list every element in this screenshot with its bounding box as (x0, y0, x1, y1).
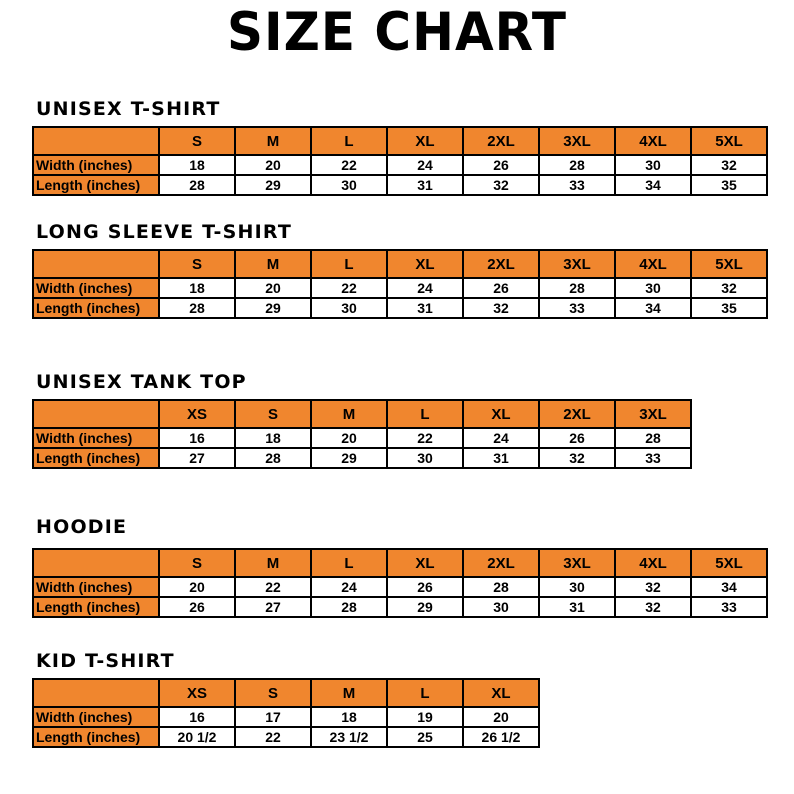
size-header-cell: 5XL (691, 250, 767, 278)
size-header-cell: M (235, 250, 311, 278)
corner-cell (33, 250, 159, 278)
width-cell: 30 (615, 155, 691, 175)
length-cell: 32 (615, 597, 691, 617)
size-header-cell: 2XL (463, 250, 539, 278)
length-cell: 34 (615, 175, 691, 195)
length-cell: 31 (387, 298, 463, 318)
size-header-cell: XL (387, 127, 463, 155)
width-cell: 20 (235, 155, 311, 175)
width-cell: 20 (235, 278, 311, 298)
size-header-cell: L (387, 679, 463, 707)
corner-cell (33, 679, 159, 707)
section-title-unisex-tank-top: UNISEX TANK TOP (36, 371, 247, 393)
width-cell: 24 (311, 577, 387, 597)
length-cell: 23 1/2 (311, 727, 387, 747)
size-table-unisex-t-shirt (32, 126, 768, 196)
size-header-row (33, 250, 767, 278)
length-cell: 30 (311, 298, 387, 318)
length-cell: 29 (311, 448, 387, 468)
width-cell: 28 (615, 428, 691, 448)
width-cell: 17 (235, 707, 311, 727)
size-header-cell: XL (387, 549, 463, 577)
width-row (33, 278, 767, 298)
width-cell: 22 (311, 278, 387, 298)
width-cell: 16 (159, 707, 235, 727)
width-row (33, 707, 539, 727)
length-cell: 27 (235, 597, 311, 617)
size-header-row (33, 549, 767, 577)
length-cell: 33 (615, 448, 691, 468)
width-cell: 26 (463, 155, 539, 175)
size-header-cell: S (235, 679, 311, 707)
length-cell: 32 (539, 448, 615, 468)
size-header-cell: XL (463, 400, 539, 428)
width-cell: 30 (539, 577, 615, 597)
width-row (33, 577, 767, 597)
width-cell: 20 (463, 707, 539, 727)
width-cell: 20 (159, 577, 235, 597)
length-cell: 29 (235, 175, 311, 195)
length-cell: 31 (539, 597, 615, 617)
length-cell: 30 (463, 597, 539, 617)
length-cell: 35 (691, 298, 767, 318)
size-header-cell: 3XL (539, 127, 615, 155)
size-header-cell: 4XL (615, 250, 691, 278)
length-row-label: Length (inches) (33, 597, 159, 617)
corner-cell (33, 127, 159, 155)
width-cell: 24 (387, 278, 463, 298)
width-cell: 32 (615, 577, 691, 597)
length-cell: 32 (463, 298, 539, 318)
section-title-unisex-t-shirt: UNISEX T-SHIRT (36, 98, 221, 120)
section-title-long-sleeve-t-shirt: LONG SLEEVE T-SHIRT (36, 221, 292, 243)
size-header-cell: M (235, 127, 311, 155)
length-cell: 28 (159, 175, 235, 195)
width-cell: 28 (463, 577, 539, 597)
width-cell: 30 (615, 278, 691, 298)
length-cell: 34 (615, 298, 691, 318)
size-header-cell: 2XL (463, 549, 539, 577)
length-row (33, 298, 767, 318)
length-cell: 25 (387, 727, 463, 747)
width-cell: 18 (159, 278, 235, 298)
width-cell: 22 (387, 428, 463, 448)
corner-cell (33, 400, 159, 428)
length-cell: 28 (311, 597, 387, 617)
length-cell: 33 (539, 175, 615, 195)
size-header-cell: S (159, 250, 235, 278)
size-header-cell: L (387, 400, 463, 428)
size-header-row (33, 679, 539, 707)
width-cell: 32 (691, 155, 767, 175)
size-header-row (33, 127, 767, 155)
size-header-cell: 5XL (691, 549, 767, 577)
size-header-cell: XL (463, 679, 539, 707)
length-row-label: Length (inches) (33, 175, 159, 195)
length-cell: 22 (235, 727, 311, 747)
size-header-cell: S (159, 549, 235, 577)
width-cell: 28 (539, 278, 615, 298)
section-title-hoodie: HOODIE (36, 516, 128, 538)
width-cell: 24 (463, 428, 539, 448)
length-cell: 35 (691, 175, 767, 195)
length-cell: 29 (387, 597, 463, 617)
size-header-cell: 3XL (615, 400, 691, 428)
section-title-kid-t-shirt: KID T-SHIRT (36, 650, 175, 672)
width-cell: 26 (387, 577, 463, 597)
size-header-cell: 5XL (691, 127, 767, 155)
length-cell: 26 1/2 (463, 727, 539, 747)
size-header-cell: M (235, 549, 311, 577)
length-cell: 26 (159, 597, 235, 617)
length-cell: 31 (387, 175, 463, 195)
length-cell: 28 (235, 448, 311, 468)
width-cell: 26 (463, 278, 539, 298)
width-row (33, 155, 767, 175)
size-header-cell: 3XL (539, 250, 615, 278)
width-cell: 34 (691, 577, 767, 597)
size-header-cell: 4XL (615, 549, 691, 577)
width-row-label: Width (inches) (33, 278, 159, 298)
width-cell: 18 (311, 707, 387, 727)
width-row (33, 428, 691, 448)
length-cell: 30 (311, 175, 387, 195)
size-header-cell: M (311, 679, 387, 707)
size-header-cell: S (159, 127, 235, 155)
length-cell: 33 (691, 597, 767, 617)
length-cell: 31 (463, 448, 539, 468)
size-header-cell: XS (159, 679, 235, 707)
size-header-cell: S (235, 400, 311, 428)
length-cell: 27 (159, 448, 235, 468)
length-cell: 30 (387, 448, 463, 468)
width-cell: 22 (311, 155, 387, 175)
size-header-cell: XS (159, 400, 235, 428)
width-cell: 20 (311, 428, 387, 448)
size-table-unisex-tank-top (32, 399, 692, 469)
size-header-cell: 4XL (615, 127, 691, 155)
length-row (33, 597, 767, 617)
width-cell: 26 (539, 428, 615, 448)
length-cell: 32 (463, 175, 539, 195)
length-row-label: Length (inches) (33, 298, 159, 318)
length-row (33, 448, 691, 468)
length-row (33, 175, 767, 195)
size-table-hoodie (32, 548, 768, 618)
size-header-cell: L (311, 127, 387, 155)
width-cell: 32 (691, 278, 767, 298)
length-row-label: Length (inches) (33, 727, 159, 747)
width-cell: 19 (387, 707, 463, 727)
width-cell: 18 (159, 155, 235, 175)
length-row (33, 727, 539, 747)
size-header-cell: L (311, 549, 387, 577)
length-cell: 29 (235, 298, 311, 318)
size-table-kid-t-shirt (32, 678, 540, 748)
size-header-cell: 3XL (539, 549, 615, 577)
width-row-label: Width (inches) (33, 707, 159, 727)
width-row-label: Width (inches) (33, 155, 159, 175)
width-cell: 22 (235, 577, 311, 597)
size-header-cell: L (311, 250, 387, 278)
width-cell: 18 (235, 428, 311, 448)
size-header-cell: 2XL (539, 400, 615, 428)
length-row-label: Length (inches) (33, 448, 159, 468)
length-cell: 28 (159, 298, 235, 318)
size-header-row (33, 400, 691, 428)
page-title: SIZE CHART (226, 1, 568, 63)
size-header-cell: 2XL (463, 127, 539, 155)
width-cell: 16 (159, 428, 235, 448)
corner-cell (33, 549, 159, 577)
width-cell: 28 (539, 155, 615, 175)
width-cell: 24 (387, 155, 463, 175)
length-cell: 33 (539, 298, 615, 318)
size-header-cell: M (311, 400, 387, 428)
size-table-long-sleeve-t-shirt (32, 249, 768, 319)
width-row-label: Width (inches) (33, 577, 159, 597)
length-cell: 20 1/2 (159, 727, 235, 747)
width-row-label: Width (inches) (33, 428, 159, 448)
size-header-cell: XL (387, 250, 463, 278)
